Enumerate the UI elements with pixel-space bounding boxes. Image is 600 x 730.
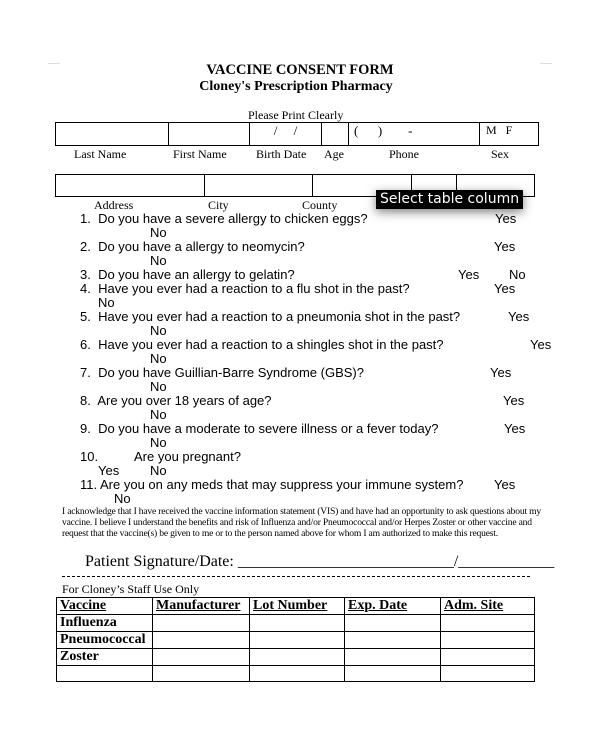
form-title: VACCINE CONSENT FORM <box>206 62 394 78</box>
form-subtitle: Cloney's Prescription Pharmacy <box>199 79 393 94</box>
label-age: Age <box>324 147 344 161</box>
q10-no[interactable]: No <box>150 463 167 478</box>
question-9: 9. Do you have a moderate to severe illness or a fever today? <box>80 421 439 436</box>
col-vaccine[interactable]: Vaccine <box>57 598 153 615</box>
table-cell[interactable] <box>250 649 345 666</box>
question-10: Are you pregnant? <box>134 449 241 464</box>
question-4: 4. Have you ever had a reaction to a flu shot in the past? <box>80 281 410 296</box>
table-cell[interactable] <box>153 649 250 666</box>
tooltip: Select table column <box>376 190 523 209</box>
question-2: 2. Do you have a allergy to neomycin? <box>80 239 305 254</box>
q11-no[interactable]: No <box>114 491 131 506</box>
q6-yes[interactable]: Yes <box>530 337 552 352</box>
vaccine-cell: Zoster <box>57 649 153 666</box>
col-lot-number[interactable]: Lot Number <box>250 598 345 615</box>
question-3: 3. Do you have an allergy to gelatin? <box>80 267 295 282</box>
table-cell[interactable] <box>441 615 535 632</box>
table-cell[interactable] <box>345 649 441 666</box>
staff-title: For Cloney’s Staff Use Only <box>62 582 200 596</box>
table-cell[interactable] <box>153 666 250 682</box>
city-field[interactable] <box>205 175 313 197</box>
question-7: 7. Do you have Guillian-Barre Syndrome (GBS)? <box>80 365 364 380</box>
table-cell[interactable] <box>441 649 535 666</box>
question-5: 5. Have you ever had a reaction to a pneumonia shot in the past? <box>80 309 461 324</box>
table-cell[interactable] <box>250 666 345 682</box>
q10-yes[interactable]: Yes <box>98 463 120 478</box>
q3-no[interactable]: No <box>509 267 526 282</box>
col-exp-date[interactable]: Exp. Date <box>345 598 441 615</box>
table-row <box>57 649 535 666</box>
label-phone: Phone <box>389 147 419 161</box>
question-1: 1. Do you have a severe allergy to chicken eggs? <box>80 211 368 226</box>
question-10-number: 10. <box>80 449 99 464</box>
divider <box>62 576 530 577</box>
label-sex: Sex <box>491 147 509 161</box>
q11-yes[interactable]: Yes <box>494 477 516 492</box>
col-manufacturer[interactable]: Manufacturer <box>153 598 250 615</box>
vaccine-cell: Pneumococcal <box>57 632 153 649</box>
table-row <box>57 615 535 632</box>
vaccine-cell: Influenza <box>57 615 153 632</box>
q4-no[interactable]: No <box>98 295 115 310</box>
table-row <box>57 632 535 649</box>
last-name-field[interactable] <box>56 123 169 146</box>
table-cell[interactable] <box>441 666 535 682</box>
q3-yes[interactable]: Yes <box>458 267 480 282</box>
label-county: County <box>302 198 338 212</box>
vaccine-cell <box>57 666 153 682</box>
q5-no[interactable]: No <box>150 323 167 338</box>
q6-no[interactable]: No <box>150 351 167 366</box>
label-birth-date: Birth Date <box>256 147 307 161</box>
q9-no[interactable]: No <box>150 435 167 450</box>
table-cell[interactable] <box>153 615 250 632</box>
table-cell[interactable] <box>345 666 441 682</box>
q4-yes[interactable]: Yes <box>494 281 516 296</box>
phone-field[interactable] <box>349 123 480 146</box>
label-city: City <box>208 198 229 212</box>
signature-line[interactable]: Patient Signature/Date: ___________________________/____________ <box>85 553 555 570</box>
birth-date-field[interactable] <box>250 123 322 146</box>
sex-options: M F <box>486 123 513 137</box>
question-8: 8. Are you over 18 years of age? <box>80 393 272 408</box>
birth-date-format: / / <box>273 123 298 138</box>
q5-yes[interactable]: Yes <box>508 309 530 324</box>
staff-vaccine-table[interactable] <box>56 597 535 682</box>
q1-yes[interactable]: Yes <box>495 211 517 226</box>
label-last-name: Last Name <box>74 147 127 161</box>
question-6: 6. Have you ever had a reaction to a shingles shot in the past? <box>80 337 444 352</box>
table-cell[interactable] <box>441 632 535 649</box>
q7-no[interactable]: No <box>150 379 167 394</box>
q8-no[interactable]: No <box>150 407 167 422</box>
q9-yes[interactable]: Yes <box>504 421 526 436</box>
print-note: Please Print Clearly <box>248 108 344 122</box>
patient-info-table[interactable] <box>55 122 539 146</box>
table-cell[interactable] <box>250 632 345 649</box>
sex-field[interactable] <box>480 123 539 146</box>
q8-yes[interactable]: Yes <box>503 393 525 408</box>
address-field[interactable] <box>56 175 205 197</box>
acknowledgement-text: I acknowledge that I have received the vaccine information statement (VIS) and have had an opportunity to ask questions about my vaccine. I believe I understand the benefits and risk of Influenza and/or Pneumococcal and/or Herpes Zoster or other vaccine and request that the vaccine(s) be given to me or to the person named above for whom I am authorized to make this request. <box>62 506 541 539</box>
table-header-row <box>57 598 535 615</box>
col-adm-site[interactable]: Adm. Site <box>441 598 535 615</box>
table-cell[interactable] <box>153 632 250 649</box>
question-11: 11. Are you on any meds that may suppress your immune system? <box>80 477 464 492</box>
q7-yes[interactable]: Yes <box>490 365 512 380</box>
q2-yes[interactable]: Yes <box>494 239 516 254</box>
q2-no[interactable]: No <box>150 253 167 268</box>
table-row <box>57 666 535 682</box>
table-cell[interactable] <box>345 615 441 632</box>
q1-no[interactable]: No <box>150 225 167 240</box>
age-field[interactable] <box>322 123 349 146</box>
table-cell[interactable] <box>250 615 345 632</box>
phone-format: ( ) - <box>354 123 413 138</box>
label-address: Address <box>94 198 134 212</box>
table-cell[interactable] <box>345 632 441 649</box>
label-first-name: First Name <box>173 147 227 161</box>
first-name-field[interactable] <box>169 123 250 146</box>
